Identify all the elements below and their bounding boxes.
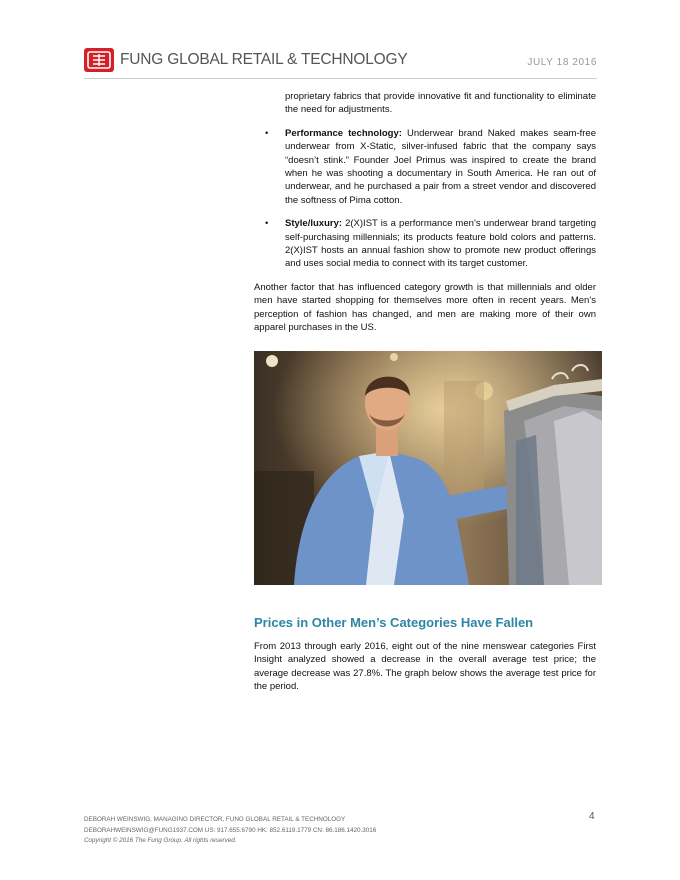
bullet-icon: • — [265, 127, 269, 139]
page-number: 4 — [589, 811, 595, 822]
list-item — [254, 127, 596, 207]
body-paragraph: Another factor that has influenced category growth is that millennials and older men have started shopping for themselves more often in recent years. Men’s perception of fashion has changed, and men are making more of their own apparel purchases in the US. — [254, 281, 596, 334]
bullet-text: 2(X)IST is a performance men’s underwear brand targeting self-purchasing millennials; its products feature bold colors and patterns. 2(X)IST hosts an annual fashion show to promote new product offerings and uses social media to connect with its target customer. — [285, 218, 596, 270]
shopper-photo — [254, 351, 602, 585]
brand-name: FUNG GLOBAL RETAIL & TECHNOLOGY — [120, 51, 408, 68]
footer-copyright: Copyright © 2016 The Fung Group. All rights reserved. — [84, 837, 237, 844]
main-content — [254, 90, 596, 335]
section-heading: Prices in Other Men’s Categories Have Fallen — [254, 615, 534, 630]
footer-author: DEBORAH WEINSWIG, MANAGING DIRECTOR, FUNG GLOBAL RETAIL & TECHNOLOGY — [84, 816, 346, 823]
bullet-label: Style/luxury: — [285, 218, 343, 230]
continued-bullet-text: proprietary fabrics that provide innovative fit and functionality to eliminate the need for adjustments. — [285, 91, 596, 116]
list-item — [254, 217, 596, 271]
fung-logo-icon — [84, 48, 114, 72]
page-footer — [84, 815, 376, 847]
report-date: JULY 18 2016 — [527, 57, 597, 68]
body-paragraph: From 2013 through early 2016, eight out of the nine menswear categories First Insight analyzed showed a decrease in the overall average test price; the average decrease was 27.8%. The graph below shows the average test price for the period. — [254, 641, 596, 693]
bullet-text: Underwear brand Naked makes seam-free underwear from X-Static, silver-infused fabric that the company says “doesn’t stink.” Founder Joel Primus was inspired to create the brand when he was shooting a documentary in South America. He ran out of underwear, and he purchased a pair from a street vendor and discovered the softness of Pima cotton. — [285, 127, 596, 206]
bullet-list — [254, 127, 596, 271]
page-header — [84, 46, 597, 79]
bullet-icon: • — [265, 218, 269, 230]
bullet-label: Performance technology: — [285, 127, 402, 139]
footer-contact: DEBORAHWEINSWIG@FUNG1937.COM US: 917.655.6790 HK: 852.6119.1779 CN: 86.186.1420.3016 — [84, 826, 377, 834]
